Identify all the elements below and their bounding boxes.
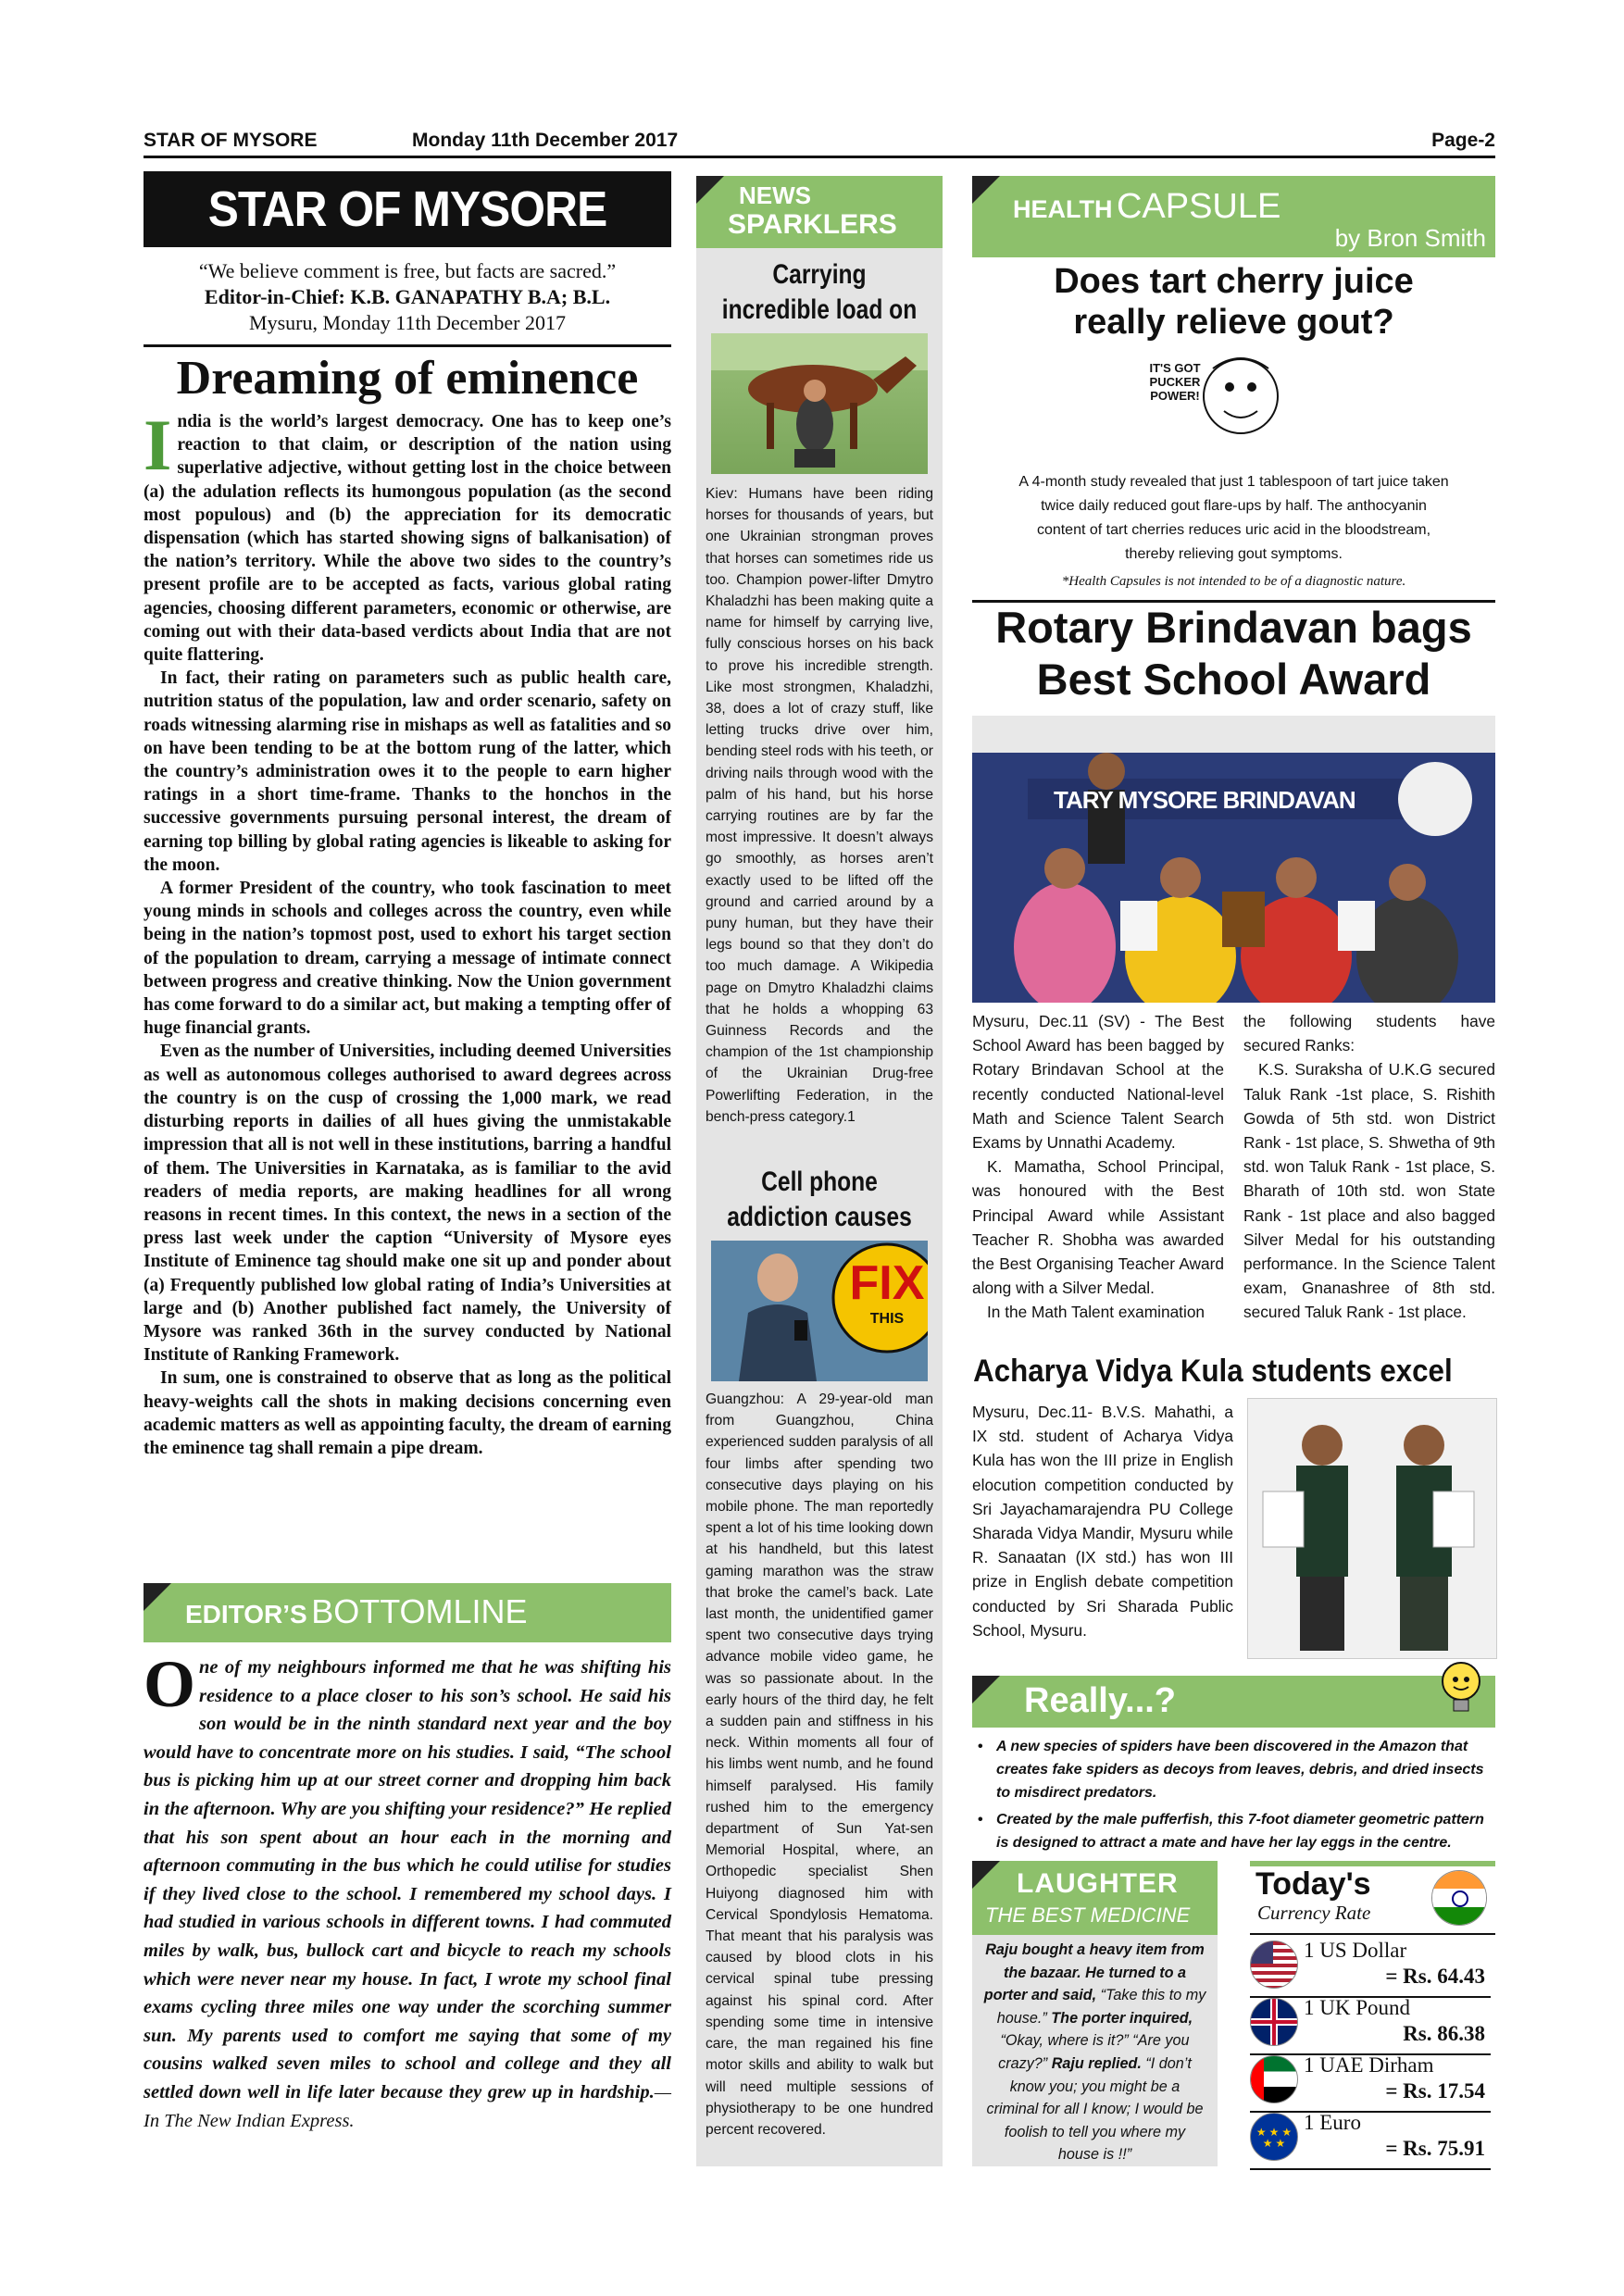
fix-sign-word: FIX (849, 1256, 925, 1310)
currency-value-gbp: Rs. 86.38 (1403, 2022, 1485, 2045)
health-capsule-text: A 4-month study revealed that just 1 tablespoon of tart juice taken twice daily reduced gout flare-ups by half. The anthocyanin content of tart cherries reduces uric acid in the bloodstream, thereby relieving gout symptoms. (1018, 474, 1449, 562)
uae-flag-icon (1250, 2055, 1298, 2103)
bottomline-text: ne of my neighbours informed me that he was shifting his residence to a place closer to his son’s school. He said his son would be in the ninth standard next year and the boy would have to concentrate more on his studies. I said, “The school bus is picking him up at our street corner and dropping him back in the afternoon. Why are you shifting your residence?” He replied that his son spent about an hour each in the morning and afternoon commuting in the bus which he could utilise for studies if they lived close to the school. I remembered my school days. I had studied in various schools in different towns. I had commuted miles by walk, bus, bullock cart and bicycle to reach my schools which were never near my house. In fact, I wrote my school final exams cycling three miles one way under the scorching summer sun. My parents used to comfort me saying that some of my cousins walked seven miles to school and college and they all settled down well in life later because they grew up in hardship. (144, 1657, 671, 2103)
uk-flag-icon (1250, 1998, 1298, 2046)
really-item-2: • Created by the male pufferfish, this 7-foot diameter geometric pattern is designed to attract a mate and have her lay eggs in the centre. (972, 1808, 1495, 1854)
health-capsule-headline-line-2: really relieve gout? (1073, 303, 1394, 342)
header-page-number: Page-2 (1431, 130, 1495, 151)
bottomline-banner (144, 1583, 671, 1642)
currency-title: Today's (1255, 1866, 1371, 1902)
banner-corner-mark (972, 1676, 1000, 1703)
rotary-col1-paragraph-1: Mysuru, Dec.11 (SV) - The Best School Award has been bagged by Rotary Brindavan School at the recently conducted National-level Math and Science Talent Search Exams by Unnathi Academy. (972, 1012, 1224, 1153)
masthead-dateline: Mysuru, Monday 11th December 2017 (249, 311, 566, 334)
health-capsule-label-light: CAPSULE (1116, 187, 1281, 226)
acharya-headline: Acharya Vidya Kula students excel (973, 1354, 1453, 1389)
laughter-quote-1: “Take this to my house.” (996, 1987, 1206, 2027)
currency-value-eur: = Rs. 75.91 (1385, 2137, 1485, 2160)
masthead-editor: Editor-in-Chief: K.B. GANAPATHY B.A; B.L. (204, 285, 611, 308)
currency-subtitle: Currency Rate (1257, 1902, 1371, 1924)
rotary-col1-paragraph-3: In the Math Talent examination (987, 1303, 1206, 1322)
acharya-text: Mysuru, Dec.11- B.V.S. Mahathi, a IX std. student of Acharya Vidya Kula has won the III prize in English elocution competition conducted by Sri Jayachamarajendra PU College Sharada Vidya Mandir, Mysuru while R. Sanaatan (IX std.) has won III prize in English debate competition conducted by Sri Sharada Public School, Mysuru. (972, 1403, 1233, 1640)
sparkler-1-text: Kiev: Humans have been riding horses for thousands of years, but one Ukrainian strongman proves that horses can sometimes ride us too. Champion power-lifter Dmytro Khaladzhi has been making quite a name for himself by carrying live, fully conscious horses on his back to prove his incredible strength. Like most strongmen, Khaladzhi, 38, does a lot of crazy stuff, like letting trucks drive over him, bending steel rods with his teeth, or driving nails through wood with the palm of his hand, but his horse carrying routines are by far the most impressive. It doesn’t always go smoothly, as horses aren’t exactly used to be lifted off the ground and carried around by a puny human, but they have their legs bound so that they don’t do too much damage. A Wikipedia page on Dmytro Khaladzhi claims that he holds a whopping 63 Guinness Records and the champion of the 1st championship of the Ukrainian Drug-free Powerlifting Federation, in the bench-press category.1 (706, 486, 933, 1125)
editorial-paragraph-1: ndia is the world’s largest democracy. One has to keep one’s reaction to that claim, or description of the nation using superlative adjective, without getting lost in the choice between (a) the adulation reflects its humongous population (as the second most populous) and (b) the appreciation for its democratic dispensation (which has started showing signs of balkanisation) of the nation’s territory. While the above two sides to the country’s present profile are to be accepted as facts, various global rating agencies, choosing different parameters, economic or otherwise, are coming out with their data-based verdicts about India that are not quite flattering. (144, 412, 671, 666)
rotary-col2-paragraph-1: the following students have secured Ranks: (1243, 1012, 1495, 1055)
news-sparklers-banner (696, 176, 943, 248)
bottomline-source: — In The New Indian Express. (144, 2081, 671, 2131)
editorial-body (144, 405, 671, 1460)
really-label: Really...? (1024, 1681, 1177, 1720)
phone-paralysis-photo (711, 1241, 928, 1381)
laughter-quote-3: “I don’t know you; you might be a criminal for all I know; I would be foolish to tell you where my house is !!” (986, 2054, 1204, 2164)
header-rule (144, 156, 1495, 158)
banner-corner-mark (972, 176, 1000, 204)
bottomline-label-bold: EDITOR’S (185, 1600, 307, 1628)
laughter-segment-2: The porter inquired, (1046, 2009, 1193, 2027)
currency-header-rule (1250, 1933, 1495, 1935)
currency-name-usd: 1 US Dollar (1304, 1939, 1407, 1962)
fix-sign-subword: THIS (869, 1311, 905, 1327)
cartoon-speech-text: IT'S GOT PUCKER POWER! (1149, 361, 1201, 403)
masthead-motto: “We believe comment is free, but facts are sacred.” (198, 259, 617, 282)
rotary-col2-paragraph-2: K.S. Suraksha of U.K.G secured Taluk Rank -1st place, S. Rishith Gowda of 5th std. won District Rank - 1st place, S. Shwetha of 9th std. won Taluk Rank - 1st place, S. Bharath of 10th std. won State Rank - 1st place and also bagged Silver Medal for his outstanding performance. In the Science Talent exam, Gnanashree of 8th std. secured Taluk Rank - 1st place. (1243, 1060, 1495, 1322)
header-date: Monday 11th December 2017 (412, 130, 679, 151)
masthead-rule (144, 344, 671, 347)
health-capsule-banner (972, 176, 1495, 257)
currency-name-eur: 1 Euro (1304, 2111, 1361, 2134)
strongman-horse-photo (711, 333, 928, 474)
award-group-illustration (972, 716, 1495, 1003)
cherry-cartoon (1148, 350, 1296, 461)
editorial-paragraph-5: In sum, one is constrained to observe that as long as the political heavy-weights call the shots in making decisions concerning even academic matters as well as appointing faculty, the dream of earning the eminence tag shall remain a pipe dream. (144, 1368, 671, 1458)
currency-value-usd: = Rs. 64.43 (1385, 1965, 1485, 1988)
banner-corner-mark (696, 176, 724, 204)
rotary-col1-paragraph-2: K. Mamatha, School Principal, was honoured with the Best Principal Award while Assistant Teacher R. Shobha was awarded the Best Organising Teacher Award along with a Silver Medal. (972, 1157, 1224, 1298)
eu-flag-icon: ★ ★ ★ ★ ★ (1250, 2113, 1298, 2161)
sparkler-1-headline: Carrying incredible load on (721, 259, 918, 325)
editorial-paragraph-4: Even as the number of Universities, including deemed Universities as well as autonomous colleges authorised to award degrees across the country is on the cusp of crossing the 1,000 mark, we read disturbing reports in dailies of all hues giving the unmistakable impression that all is not well in these institutions, barring a handful of them. The Universities in Karnataka, as is familiar to the avid readers of media reports, are making headlines for all wrong reasons in recent times. In this context, the news in a section of the press last week under the caption “University of Mysore eyes Institute of Eminence tag should make one sit up and ponder about (a) Frequently published low global rating of India’s Universities at large and (b) Another published fact namely, the University of Mysore was ranked 36th in the survey conducted by National Institute of Ranking Framework. (144, 1042, 671, 1366)
health-capsule-label (1013, 187, 1280, 227)
health-capsule-headline-line-1: Does tart cherry juice (1054, 262, 1414, 301)
editorial-paragraph-2: In fact, their rating on parameters such as public health care, nutrition status of the population, law and order scenario, safety on roads witnessing alarming rise in mishaps as well as fatalities and so on have been tending to be at the bottom rung of the latter, which the country’s administration owes it to the people to earn higher ratings in a short time-frame. Thanks to the honchos in the successive governments pursuing personal interest, the dream of earning top billing by global rating agencies is likeable to asking for the moon. (144, 668, 671, 875)
health-capsule-byline: by Bron Smith (1334, 224, 1486, 252)
acharya-students-photo (1247, 1398, 1497, 1659)
masthead-title: STAR OF MYSORE (207, 181, 607, 237)
news-sparklers-label-bottom: SPARKLERS (728, 209, 897, 240)
currency-row-rule (1250, 2168, 1491, 2170)
page-header (144, 130, 1495, 156)
news-sparklers-label-top: NEWS (739, 181, 811, 209)
banner-corner-mark (972, 1861, 1000, 1889)
strongman-horse-illustration (711, 333, 928, 474)
usa-flag-icon (1250, 1940, 1298, 1989)
sparkler-2-headline: Cell phone addiction causes (727, 1167, 912, 1232)
sparkler-2-text: Guangzhou: A 29-year-old man from Guangzhou, China experienced sudden paralysis of all four limbs after spending two consecutive days playing on his mobile phone. The man reportedly spent a lot of his time looking down at his handheld, but this latest gaming marathon was the straw that broke the camel’s back. Late last month, the unidentified gamer spent two consecutive days trying advance mobile video game, he was so passionate about. In the early hours of the third day, he felt a sudden pain and stiffness in his neck. Within moments all four of his limbs went numb, and he found himself paralysed. His family rushed him to the emergency department of Sun Yat-sen Memorial Hospital, where, an Orthopedic specialist Shen Huiyong diagnosed him with Cervical Spondylosis Hematoma. That meant that his paralysis was caused by blood clots in his cervical spinal tube pressing against his spinal cord. After spending some time in intensive care, the man regained his fine motor skills and ability to walk but will need multiple sessions of physiotherapy to be one hundred percent recovered. (706, 1391, 933, 2138)
laughter-text (983, 1939, 1206, 2166)
health-capsule-disclaimer: *Health Capsules is not intended to be of a diagnostic nature. (1061, 574, 1406, 589)
rotary-column-1 (972, 1009, 1224, 1325)
lightbulb-icon (1435, 1657, 1487, 1722)
bottomline-dropcap: O (144, 1647, 196, 1721)
really-banner (972, 1676, 1495, 1728)
rotary-column-2 (1243, 1009, 1495, 1325)
laughter-label-top: LAUGHTER (1017, 1868, 1179, 1899)
currency-value-aed: = Rs. 17.54 (1385, 2079, 1485, 2103)
editorial-headline: Dreaming of eminence (176, 352, 639, 405)
rotary-award-photo (972, 716, 1495, 1003)
currency-row-gbp (1250, 1996, 1491, 2052)
laughter-segment-1: Raju bought a heavy item from the bazaar. He turned to a porter and said, (983, 1941, 1205, 2004)
rotary-headline-line-1: Rotary Brindavan bags (995, 603, 1472, 652)
laughter-label-bottom: THE BEST MEDICINE (985, 1903, 1191, 1927)
currency-row-aed (1250, 2053, 1491, 2109)
editorial-dropcap: I (144, 405, 172, 485)
laughter-quote-2: “Okay, where is it?” “Are you crazy?” (998, 2032, 1190, 2072)
laughter-segment-3: Raju replied. (1047, 2054, 1146, 2072)
currency-name-gbp: 1 UK Pound (1304, 1996, 1411, 2019)
editorial-paragraph-3: A former President of the country, who took fascination to meet young minds in schools and colleges across the country, even while being in the nation’s topmost post, used to exhort his target section of the population to dream, carrying a message of intimate connect between progress and creative thinking. Now the Union government has come forward to do a similar act, but making a tempting offer of huge financial grants. (144, 879, 671, 1039)
header-paper-name: STAR OF MYSORE (144, 130, 318, 151)
currency-row-eur (1250, 2111, 1491, 2166)
rotary-headline-line-2: Best School Award (1036, 655, 1431, 704)
banner-corner-mark (144, 1583, 171, 1611)
bottomline-label-light: BOTTOMLINE (311, 1592, 528, 1630)
bottomline-label (185, 1592, 528, 1631)
really-item-1: • A new species of spiders have been discovered in the Amazon that creates fake spiders as decoys from leaves, debris, and dried insects to misdirect predators. (972, 1735, 1495, 1804)
students-illustration (1248, 1399, 1496, 1658)
rotary-banner-text: TARY MYSORE BRINDAVAN (1054, 786, 1355, 814)
masthead-banner (144, 171, 671, 247)
really-list (972, 1735, 1495, 1854)
laughter-banner (972, 1861, 1218, 1935)
india-flag-icon (1431, 1870, 1487, 1926)
bottomline-body (144, 1647, 671, 2135)
currency-row-usd (1250, 1939, 1491, 1994)
currency-name-aed: 1 UAE Dirham (1304, 2053, 1434, 2077)
health-capsule-label-bold: HEALTH (1013, 195, 1113, 223)
